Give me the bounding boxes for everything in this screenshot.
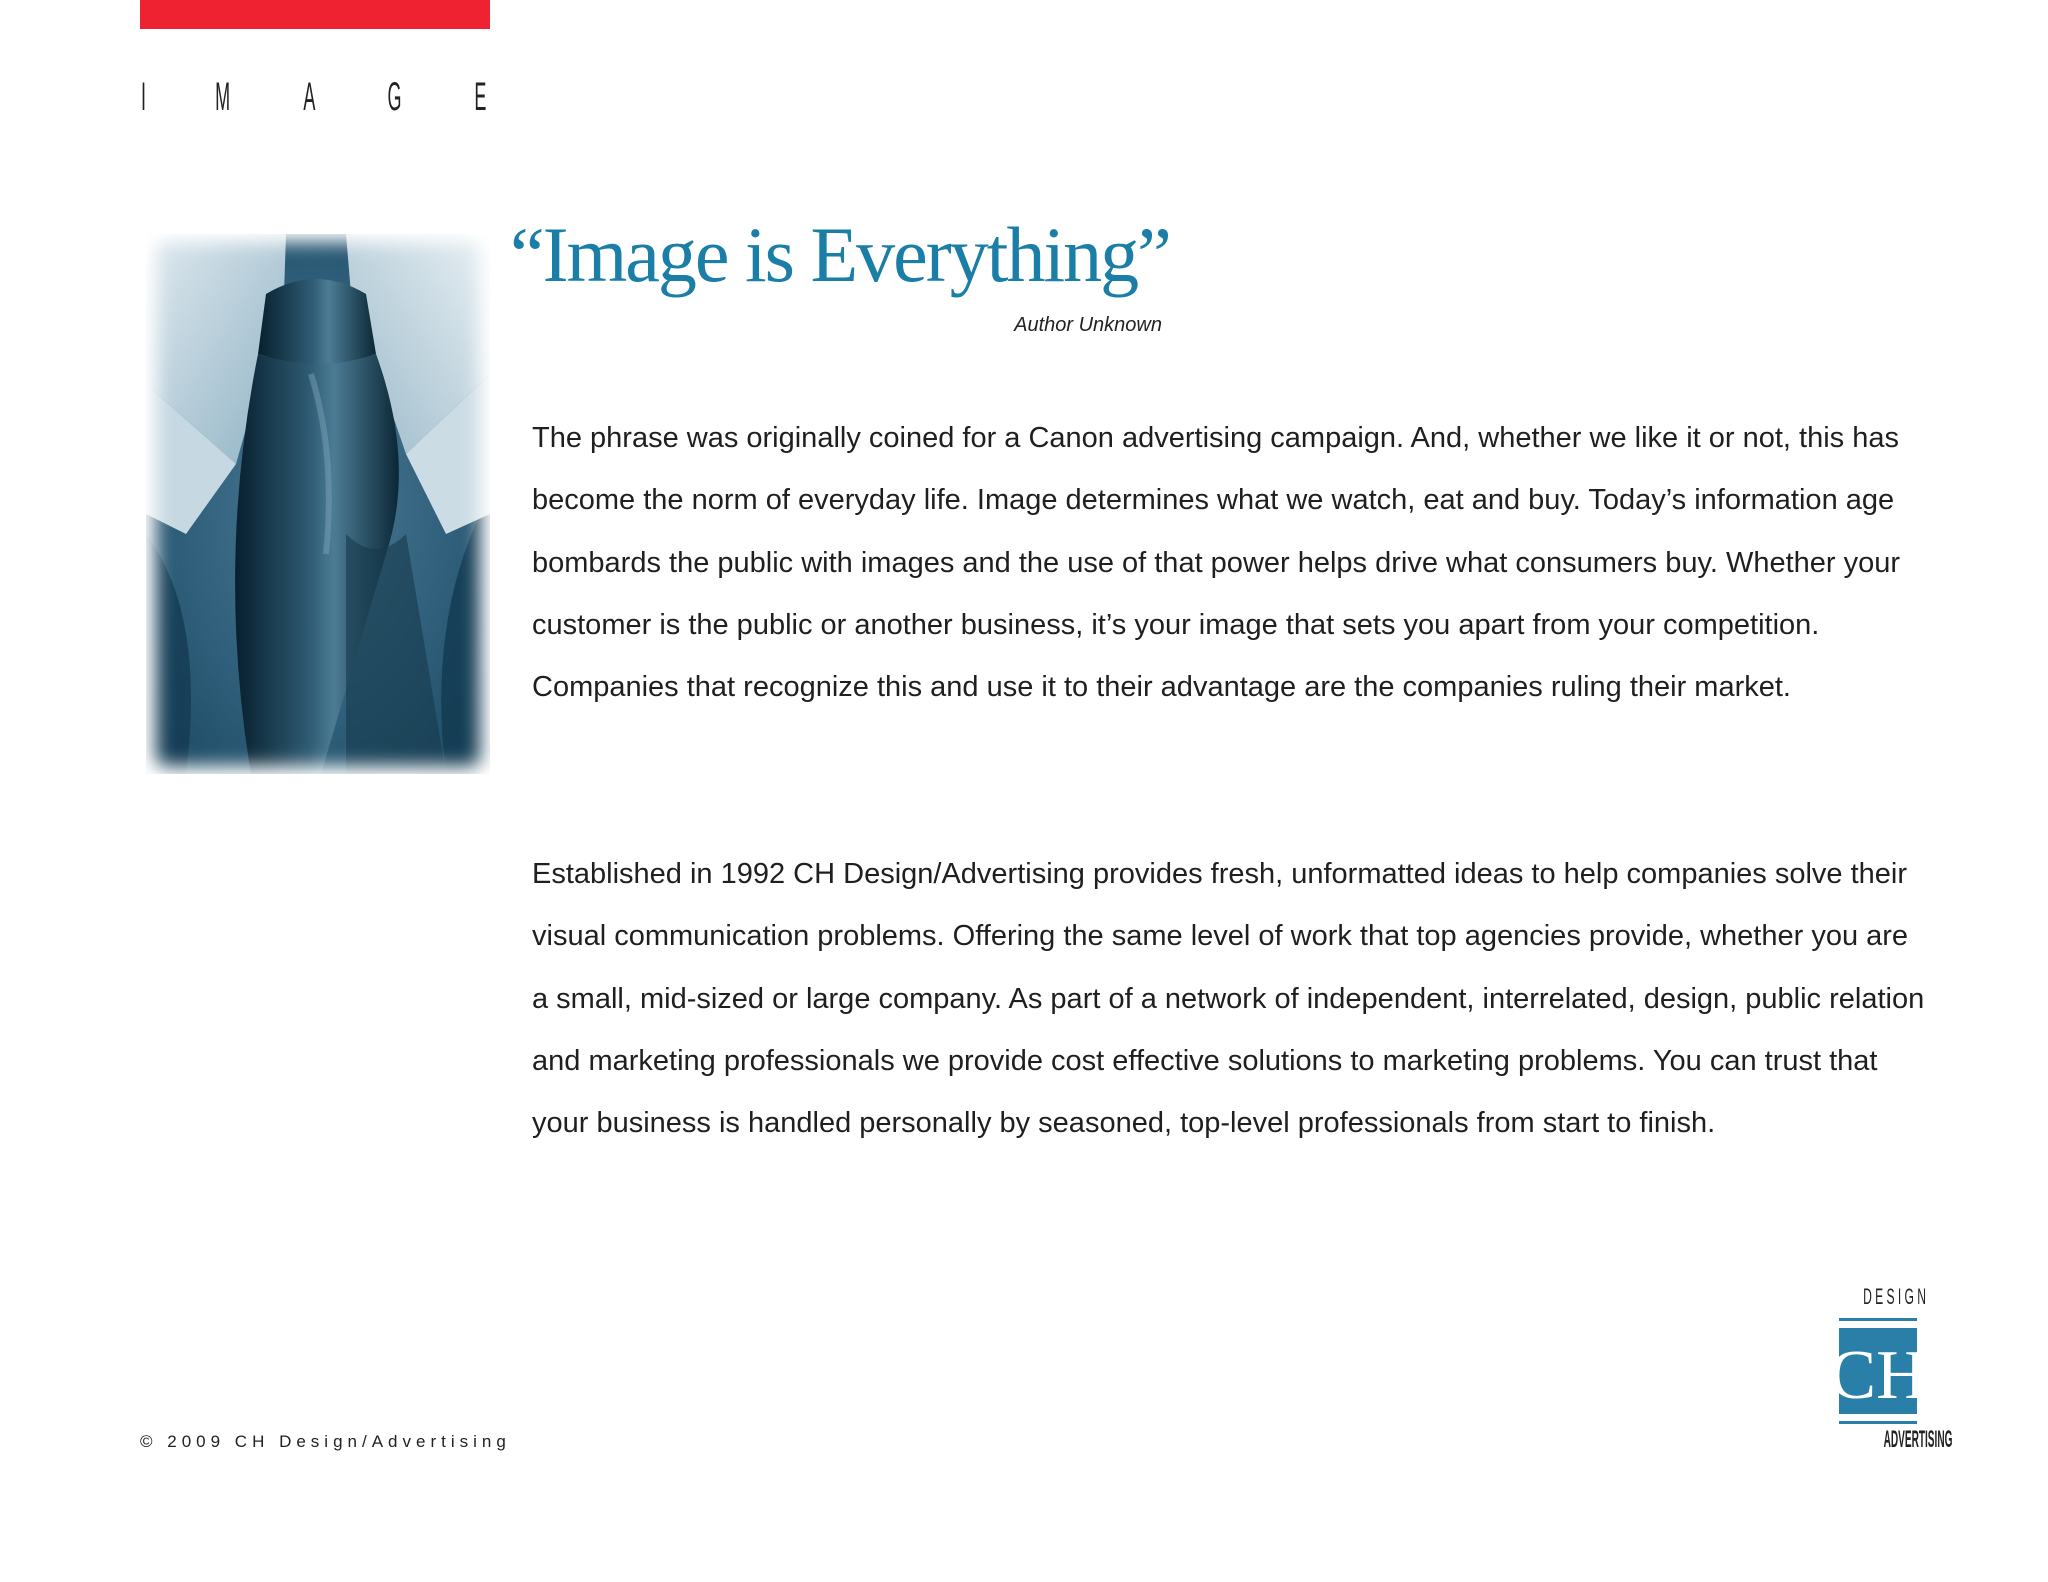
accent-bar xyxy=(140,0,490,29)
logo-design-text: DESIGN xyxy=(1863,1284,1930,1309)
section-letter: E xyxy=(474,75,487,119)
section-label xyxy=(138,72,494,122)
logo-monogram: CH xyxy=(1829,1337,1927,1414)
quote-title: “Image is Everything” xyxy=(510,211,1170,298)
necktie-photo xyxy=(146,234,490,774)
body-paragraph: Established in 1992 CH Design/Advertising provides fresh, unformatted ideas to help companies solve their visual communication problems. Offering the same level of work that top agencies provide, whether you are a small, mid-sized or large company. As part of a network of independent, interrelated, design, public relation and marketing professionals we provide cost effective solutions to marketing problems. You can trust that your business is handled personally by seasoned, top-level professionals from start to finish. xyxy=(532,858,1925,1140)
logo-advertising-text: ADVERTISING xyxy=(1883,1426,1953,1453)
body-paragraph: The phrase was originally coined for a Canon advertising campaign. And, whether we like it or not, this has become the norm of everyday life. Image determines what we watch, eat and buy. Today’s information age bombards the public with images and the use of that power helps drive what consumers buy. Whether your customer is the public or another business, it’s your image that sets you apart from your competition. Companies that recognize this and use it to their advantage are the companies ruling their market. xyxy=(532,422,1901,704)
section-letter: I xyxy=(141,75,147,119)
ch-design-logo xyxy=(1829,1284,1953,1454)
section-letter: G xyxy=(387,75,402,119)
section-letter: M xyxy=(215,75,231,119)
section-letter: A xyxy=(303,75,316,119)
ch-monogram-icon xyxy=(1829,1318,1927,1424)
copyright-notice: © 2009 CH Design/Advertising xyxy=(140,1432,511,1451)
quote-author: Author Unknown xyxy=(1014,314,1162,336)
